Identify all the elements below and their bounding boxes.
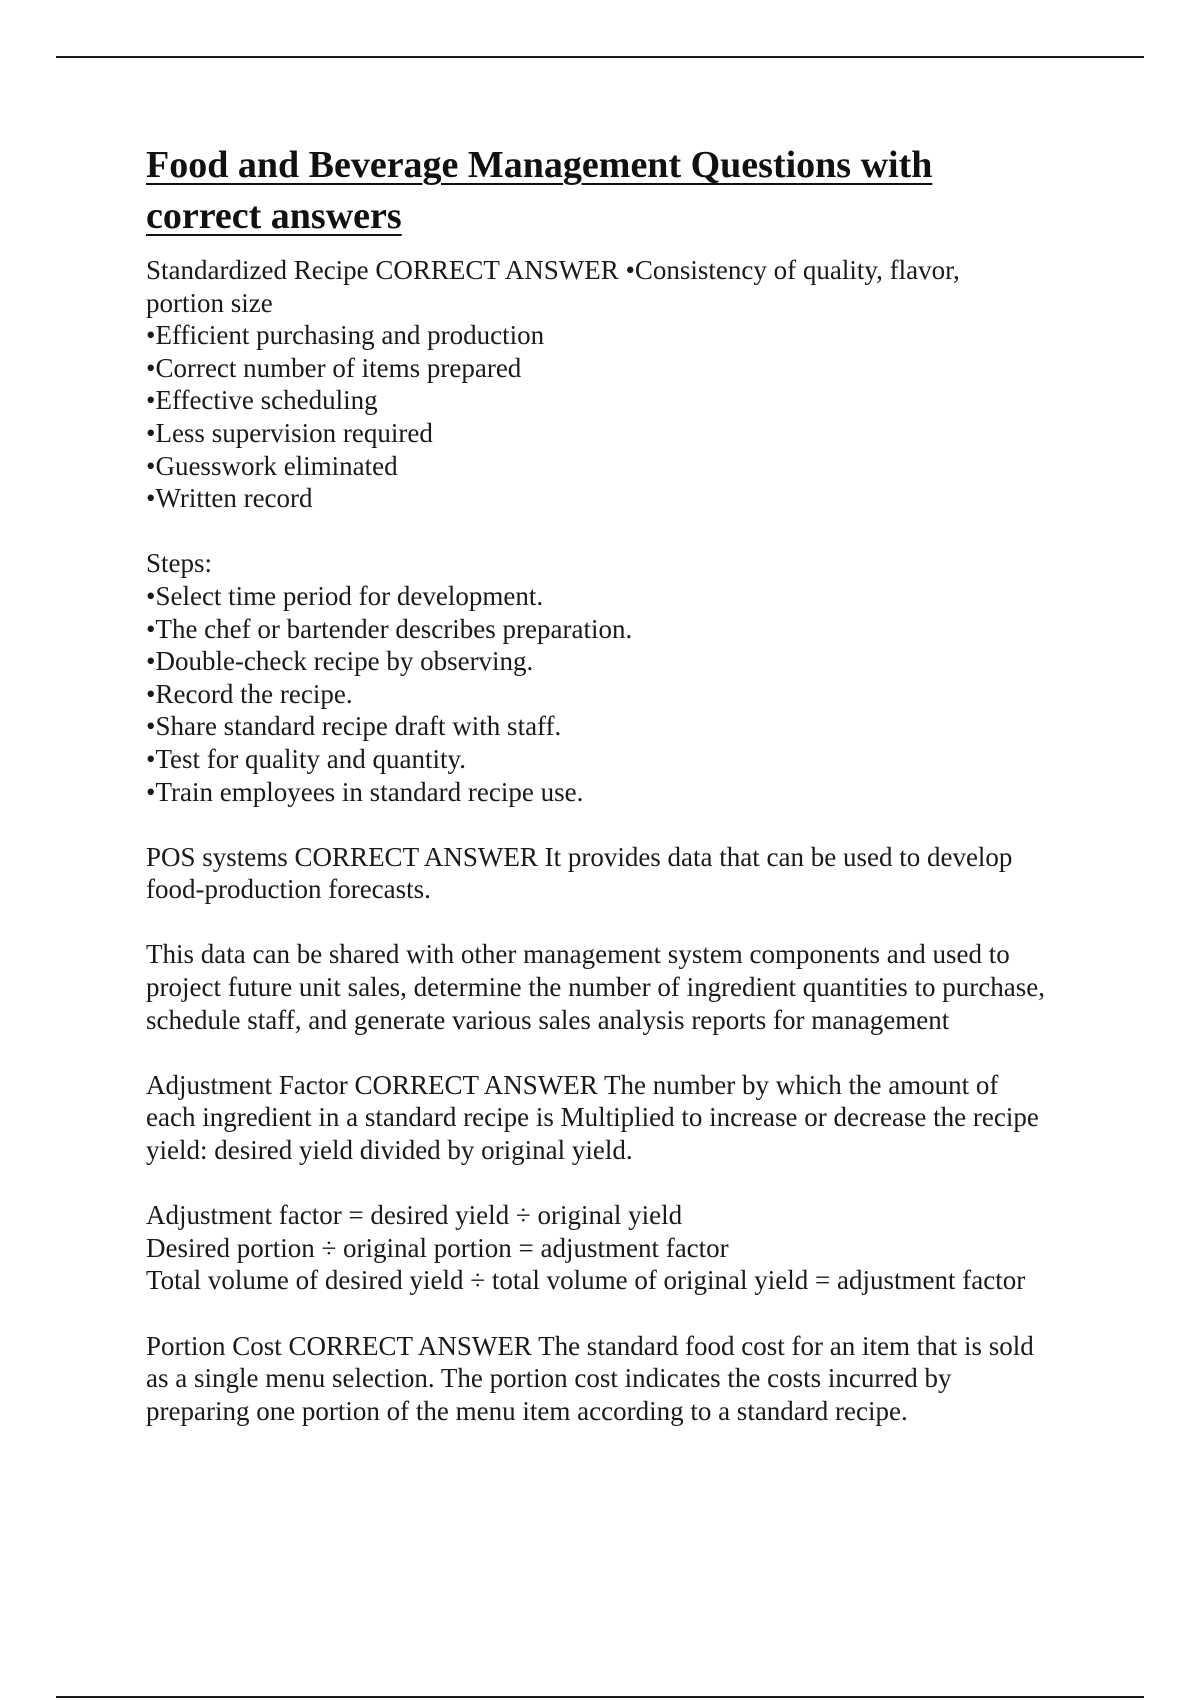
text-line: portion size xyxy=(146,287,273,318)
qa-section xyxy=(146,547,1106,808)
section-gap xyxy=(146,808,1106,841)
text-line: preparing one portion of the menu item according to a standard recipe. xyxy=(146,1395,908,1426)
text-line: POS systems CORRECT ANSWER It provides data that can be used to develop xyxy=(146,841,1013,872)
text-line: This data can be shared with other management system components and used to xyxy=(146,939,1010,970)
text-line: project future unit sales, determine the number of ingredient quantities to purchase, xyxy=(146,972,1045,1003)
text-line: •Test for quality and quantity. xyxy=(146,743,466,774)
text-line: •Select time period for development. xyxy=(146,580,544,611)
text-line: •Effective scheduling xyxy=(146,385,378,416)
text-line: each ingredient in a standard recipe is Multiplied to increase or decrease the recipe xyxy=(146,1102,1039,1133)
text-line: •Written record xyxy=(146,483,313,514)
text-line: •Train employees in standard recipe use. xyxy=(146,776,584,807)
text-line: •Record the recipe. xyxy=(146,678,353,709)
bottom-rule xyxy=(56,1696,1144,1698)
top-rule xyxy=(56,56,1144,58)
section-gap xyxy=(146,906,1106,939)
text-line: schedule staff, and generate various sales analysis reports for management xyxy=(146,1004,950,1035)
document-page xyxy=(146,140,1106,1427)
text-line: •Less supervision required xyxy=(146,417,433,448)
text-line: •Correct number of items prepared xyxy=(146,352,522,383)
text-line: •The chef or bartender describes preparation. xyxy=(146,613,633,644)
text-line: Steps: xyxy=(146,548,213,579)
section-gap xyxy=(146,1297,1106,1330)
qa-section xyxy=(146,1069,1106,1167)
document-title: Food and Beverage Management Questions with correct answers xyxy=(146,144,933,237)
qa-section xyxy=(146,938,1106,1036)
text-line: Total volume of desired yield ÷ total volume of original yield = adjustment factor xyxy=(146,1265,1026,1296)
text-line: yield: desired yield divided by original yield. xyxy=(146,1135,633,1166)
text-line: Adjustment Factor CORRECT ANSWER The number by which the amount of xyxy=(146,1069,999,1100)
text-line: as a single menu selection. The portion cost indicates the costs incurred by xyxy=(146,1363,952,1394)
text-line: Desired portion ÷ original portion = adjustment factor xyxy=(146,1232,729,1263)
qa-section xyxy=(146,1199,1106,1297)
section-gap xyxy=(146,1167,1106,1200)
text-line: •Double-check recipe by observing. xyxy=(146,646,534,677)
text-line: food-production forecasts. xyxy=(146,874,431,905)
section-gap xyxy=(146,515,1106,548)
document-body xyxy=(146,254,1106,1427)
qa-section xyxy=(146,254,1106,515)
qa-section xyxy=(146,841,1106,906)
text-line: Adjustment factor = desired yield ÷ original yield xyxy=(146,1200,683,1231)
text-line: •Guesswork eliminated xyxy=(146,450,398,481)
text-line: Standardized Recipe CORRECT ANSWER •Consistency of quality, flavor, xyxy=(146,255,960,285)
text-line: •Efficient purchasing and production xyxy=(146,320,545,351)
text-line: Portion Cost CORRECT ANSWER The standard food cost for an item that is sold xyxy=(146,1330,1034,1361)
section-gap xyxy=(146,1036,1106,1069)
text-line: •Share standard recipe draft with staff. xyxy=(146,711,562,742)
qa-section xyxy=(146,1330,1106,1428)
